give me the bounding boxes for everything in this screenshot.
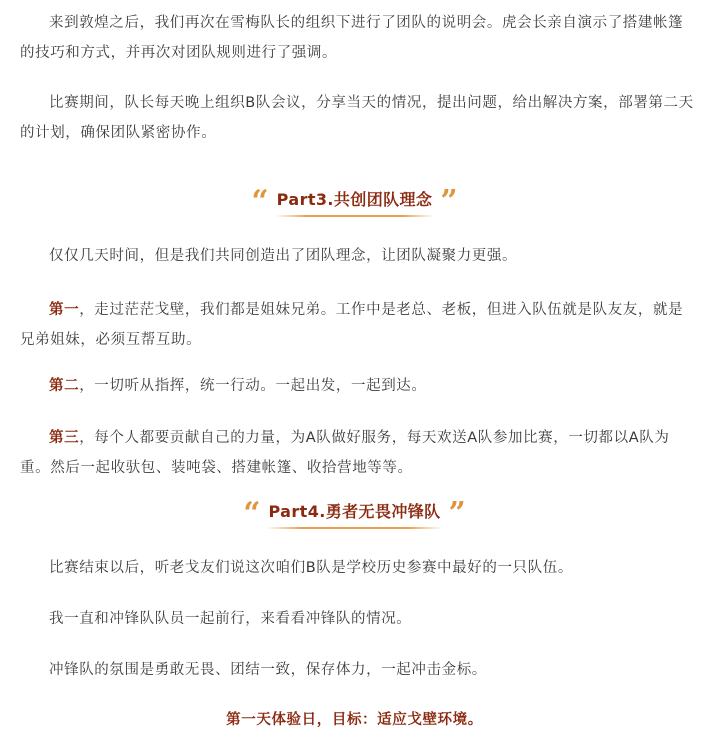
principle-two-text: ，一切听从指挥，统一行动。一起出发，一起到达。 xyxy=(79,378,427,394)
heading-title xyxy=(275,187,435,214)
principle-one-lead: 第一 xyxy=(49,302,80,318)
close-quote-icon: ” xyxy=(448,496,466,531)
paragraph-principle-one xyxy=(0,295,709,355)
close-quote-icon: ” xyxy=(440,184,458,219)
open-quote-icon: “ xyxy=(251,184,269,219)
open-quote-icon: “ xyxy=(243,496,261,531)
principle-three-text: ，每个人都要贡献自己的力量，为A队做好服务，每天欢送A队参加比赛，一切都以A队为重。然后一起收驮包、装吨袋、搭建帐篷、收拾营地等等。 xyxy=(20,430,670,476)
paragraph-team-concept-intro: 仅仅几天时间，但是我们共同创造出了团队理念，让团队凝聚力更强。 xyxy=(49,248,518,264)
paragraph-team-meetings: 比赛期间，队长每天晚上组织B队会议，分享当天的情况，提出问题，给出解决方案，部署第二天的计划，确保团队紧密协作。 xyxy=(20,95,694,141)
paragraph-assault-team-intro: 我一直和冲锋队队员一起前行，来看看冲锋队的情况。 xyxy=(49,611,412,627)
principle-three-lead: 第三 xyxy=(49,430,80,446)
paragraph-principle-three xyxy=(0,423,709,483)
heading-title-text: Part4.勇者无畏冲锋队 xyxy=(268,501,441,521)
section-heading-part4 xyxy=(0,495,709,529)
section-heading-part3 xyxy=(0,183,709,217)
principle-one-text: ，走过茫茫戈壁，我们都是姐妹兄弟。工作中是老总、老板，但进入队伍就是队友友，就是兄弟姐妹，必须互帮互助。 xyxy=(20,302,684,348)
heading-underline xyxy=(266,527,442,529)
heading-wrapper xyxy=(237,496,472,531)
principle-two-lead: 第二 xyxy=(49,378,80,394)
heading-title xyxy=(266,499,442,526)
day-one-goal: 第一天体验日，目标：适应戈壁环境。 xyxy=(226,712,483,728)
paragraph-principle-two xyxy=(0,371,709,401)
paragraph-race-result: 比赛结束以后，听老戈友们说这次咱们B队是学校历史参赛中最好的一只队伍。 xyxy=(49,560,573,576)
heading-title-text: Part3.共创团队理念 xyxy=(276,189,433,209)
paragraph-briefing: 来到敦煌之后，我们再次在雪梅队长的组织下进行了团队的说明会。虎会长亲自演示了搭建帐篷的技巧和方式，并再次对团队规则进行了强调。 xyxy=(20,15,684,61)
heading-wrapper xyxy=(245,184,463,219)
heading-underline xyxy=(275,215,435,217)
paragraph-assault-team-spirit: 冲锋队的氛围是勇敢无畏、团结一致，保存体力，一起冲击金标。 xyxy=(49,662,487,678)
